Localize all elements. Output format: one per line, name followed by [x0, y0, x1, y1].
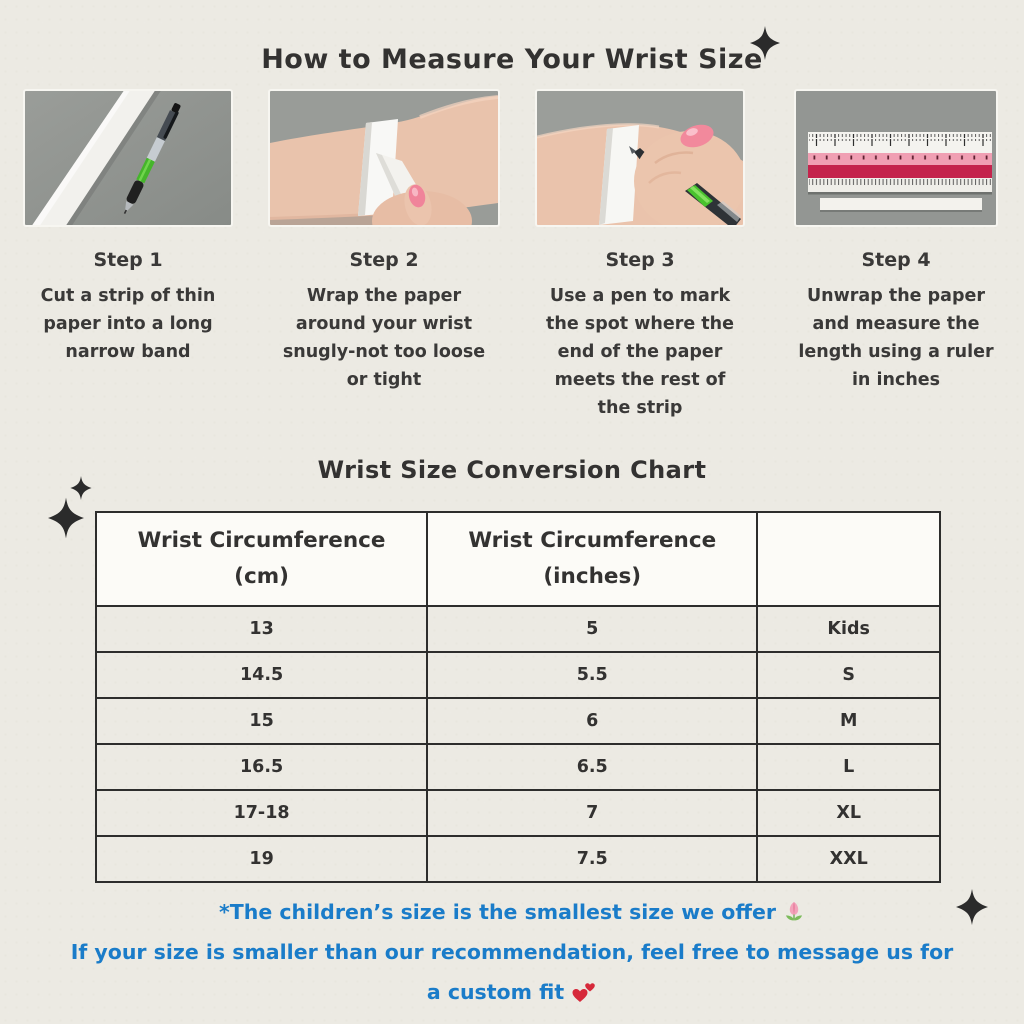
footer-note-3-text: a custom fit [426, 980, 565, 1004]
cell-cm: 13 [96, 606, 427, 652]
header-cm-label: Wrist Circumference [137, 528, 386, 553]
table-header-row [96, 512, 940, 606]
footer-note-1-text: *The children’s size is the smallest size we offer [219, 900, 776, 924]
steps-section [0, 91, 1024, 422]
table-row [96, 606, 940, 652]
page-title: How to Measure Your Wrist Size [261, 44, 763, 75]
step-3-description: Use a pen to mark the spot where the end of the paper meets the rest of the strip [546, 286, 734, 418]
header-inches-unit: (inches) [543, 564, 642, 589]
table-row [96, 744, 940, 790]
footer-note-2 [0, 932, 1024, 972]
step-4-column [768, 91, 1024, 422]
header-cell-size [757, 512, 940, 606]
cell-size: XXL [757, 836, 940, 882]
footer-note-1 [0, 892, 1024, 932]
cell-inches: 7 [427, 790, 757, 836]
step-3-column [512, 91, 768, 422]
header-cm-unit: (cm) [234, 564, 289, 589]
cell-cm: 16.5 [96, 744, 427, 790]
footer-notes [0, 892, 1024, 1012]
header-cell-cm [96, 512, 427, 606]
footer-note-3 [0, 972, 1024, 1012]
step-2-description: Wrap the paper around your wrist snugly-not too loose or tight [282, 286, 486, 390]
step-2-label: Step 2 [349, 249, 419, 271]
cell-inches: 7.5 [427, 836, 757, 882]
header-inches-label: Wrist Circumference [468, 528, 717, 553]
step-4-label: Step 4 [861, 249, 931, 271]
cell-cm: 15 [96, 698, 427, 744]
four-point-star-icon [750, 26, 780, 60]
cell-size: Kids [757, 606, 940, 652]
cell-cm: 14.5 [96, 652, 427, 698]
cell-inches: 5.5 [427, 652, 757, 698]
step-1-column [0, 91, 256, 422]
wrist-size-conversion-table [95, 511, 941, 883]
table-row [96, 698, 940, 744]
chart-title: Wrist Size Conversion Chart [317, 456, 707, 484]
step-4-description: Unwrap the paper and measure the length using a ruler in inches [798, 286, 994, 390]
step-2-column [256, 91, 512, 422]
step-1-description: Cut a strip of thin paper into a long narrow band [40, 286, 216, 362]
four-point-star-icon [956, 888, 988, 926]
step-3-label: Step 3 [605, 249, 675, 271]
paper-wrapped-around-wrist-photo [270, 91, 498, 225]
tulip-icon [783, 900, 805, 924]
pen-marking-paper-on-wrist-photo [537, 91, 743, 225]
table-row [96, 652, 940, 698]
four-point-star-icon [48, 497, 84, 539]
paper-strip-and-pencil-photo [25, 91, 231, 225]
ruler-measuring-paper-strip-photo [796, 91, 996, 225]
cell-size: L [757, 744, 940, 790]
cell-inches: 5 [427, 606, 757, 652]
cell-inches: 6.5 [427, 744, 757, 790]
table-row [96, 836, 940, 882]
two-hearts-icon [571, 980, 597, 1004]
cell-size: XL [757, 790, 940, 836]
cell-cm: 19 [96, 836, 427, 882]
cell-size: S [757, 652, 940, 698]
table-row [96, 790, 940, 836]
footer-note-2-text: If your size is smaller than our recommendation, feel free to message us for [70, 940, 954, 964]
cell-inches: 6 [427, 698, 757, 744]
header-cell-inches [427, 512, 757, 606]
cell-cm: 17-18 [96, 790, 427, 836]
step-1-label: Step 1 [93, 249, 163, 271]
cell-size: M [757, 698, 940, 744]
